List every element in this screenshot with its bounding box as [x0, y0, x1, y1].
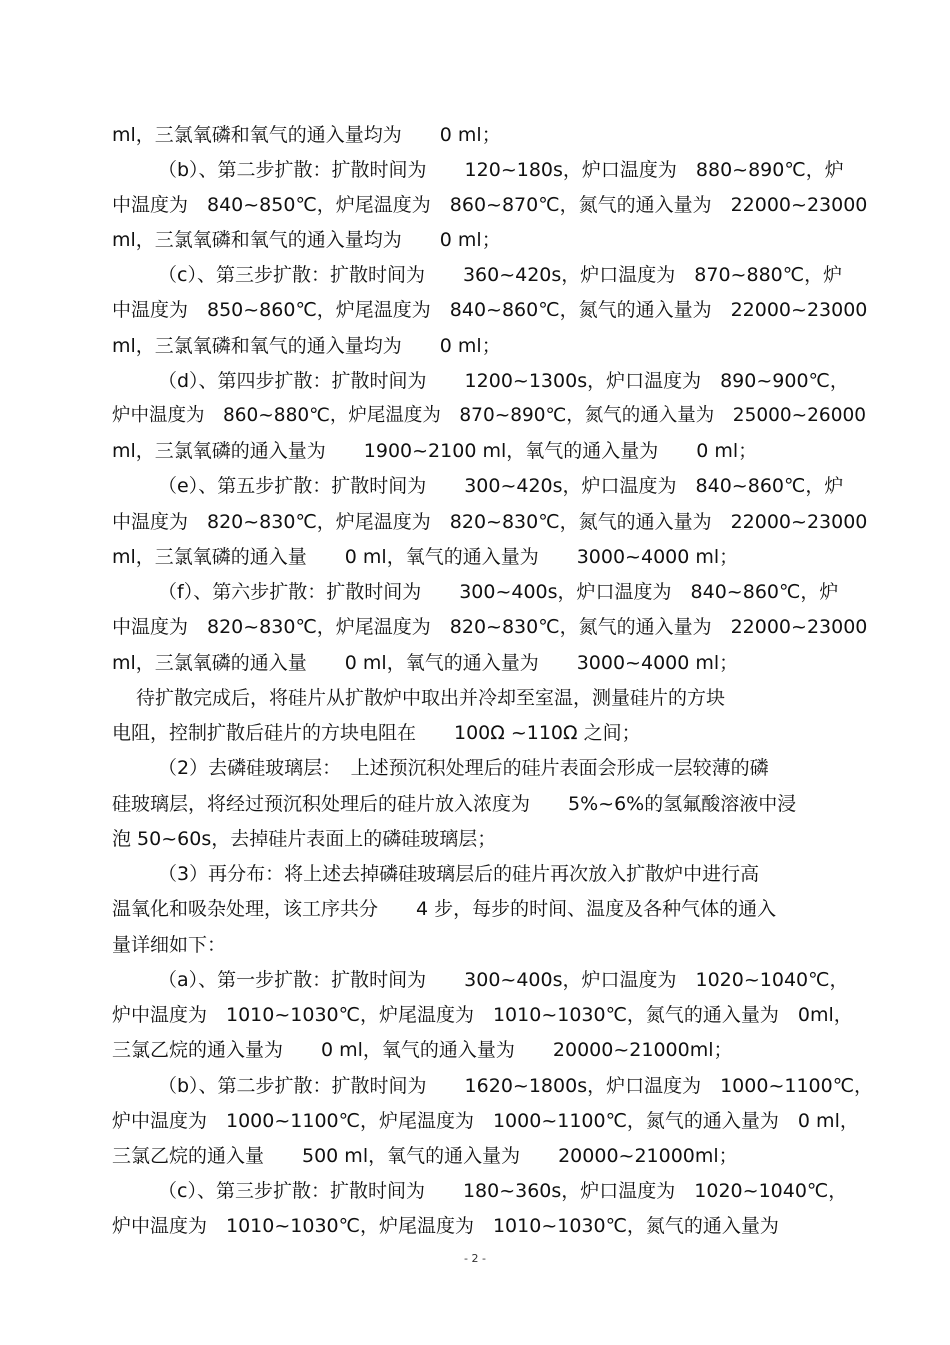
text-line: 温氧化和吸杂处理，该工序共分 4 步，每步的时间、温度及各种气体的通入 — [112, 898, 777, 920]
text-line: ml，三氯氧磷和氧气的通入量均为 0 ml； — [112, 124, 501, 146]
text-line: （b）、第二步扩散：扩散时间为 1620~1800s，炉口温度为 1000~1100℃， — [158, 1075, 874, 1097]
text-line: （c）、第三步扩散：扩散时间为 180~360s，炉口温度为 1020~1040℃， — [158, 1180, 848, 1202]
text-line: （e）、第五步扩散：扩散时间为 300~420s，炉口温度为 840~860℃，炉 — [158, 475, 844, 497]
text-line: 待扩散完成后，将硅片从扩散炉中取出并冷却至室温，测量硅片的方块 — [136, 687, 726, 709]
text-line: 炉中温度为 1000~1100℃，炉尾温度为 1000~1100℃，氮气的通入量为 0 ml， — [112, 1110, 859, 1132]
text-line: 中温度为 820~830℃，炉尾温度为 820~830℃，氮气的通入量为 22000~23000 — [112, 616, 868, 638]
text-line: 量详细如下： — [112, 934, 227, 956]
page-number: - 2 - — [464, 1252, 486, 1265]
text-line: ml，三氯氧磷和氧气的通入量均为 0 ml； — [112, 335, 501, 357]
text-line: 炉中温度为 860~880℃，炉尾温度为 870~890℃，氮气的通入量为 25000~26000 — [112, 405, 867, 426]
text-line: 炉中温度为 1010~1030℃，炉尾温度为 1010~1030℃，氮气的通入量为 0ml， — [112, 1004, 853, 1026]
text-line: ml，三氯氧磷的通入量 0 ml，氧气的通入量为 3000~4000 ml； — [112, 546, 739, 568]
text-line: 电阻，控制扩散后硅片的方块电阻在 100Ω ~110Ω 之间； — [112, 722, 641, 744]
text-line: 三氯乙烷的通入量为 0 ml，氧气的通入量为 20000~21000ml； — [112, 1039, 733, 1061]
text-line: 硅玻璃层，将经过预沉积处理后的硅片放入浓度为 5%~6%的氢氟酸溶液中浸 — [112, 793, 797, 815]
text-line: 中温度为 840~850℃，炉尾温度为 860~870℃，氮气的通入量为 22000~23000 — [112, 194, 868, 216]
text-line: 炉中温度为 1010~1030℃，炉尾温度为 1010~1030℃，氮气的通入量为 — [112, 1215, 779, 1237]
text-line: （b）、第二步扩散：扩散时间为 120~180s，炉口温度为 880~890℃，炉 — [158, 159, 844, 181]
text-line: 三氯乙烷的通入量 500 ml，氧气的通入量为 20000~21000ml； — [112, 1145, 738, 1167]
text-line: ml，三氯氧磷的通入量 0 ml，氧气的通入量为 3000~4000 ml； — [112, 652, 739, 674]
text-line: （a）、第一步扩散：扩散时间为 300~400s，炉口温度为 1020~1040℃， — [158, 969, 849, 991]
text-line: ml，三氯氧磷和氧气的通入量均为 0 ml； — [112, 229, 501, 251]
text-line: （3）再分布：将上述去掉磷硅玻璃层后的硅片再次放入扩散炉中进行高 — [158, 863, 760, 885]
text-line: （d）、第四步扩散：扩散时间为 1200~1300s，炉口温度为 890~900℃， — [158, 370, 849, 392]
text-line: 中温度为 820~830℃，炉尾温度为 820~830℃，氮气的通入量为 22000~23000 — [112, 511, 868, 533]
text-line: （2）去磷硅玻璃层： 上述预沉积处理后的硅片表面会形成一层较薄的磷 — [158, 757, 769, 779]
text-line: （c）、第三步扩散：扩散时间为 360~420s，炉口温度为 870~880℃，炉 — [158, 264, 843, 286]
text-line: （f）、第六步扩散：扩散时间为 300~400s，炉口温度为 840~860℃，炉 — [158, 581, 839, 603]
text-line: 中温度为 850~860℃，炉尾温度为 840~860℃，氮气的通入量为 22000~23000 — [112, 299, 868, 321]
text-line: ml，三氯氧磷的通入量为 1900~2100 ml，氧气的通入量为 0 ml； — [112, 440, 758, 462]
text-line: 泡 50~60s，去掉硅片表面上的磷硅玻璃层； — [112, 828, 497, 850]
